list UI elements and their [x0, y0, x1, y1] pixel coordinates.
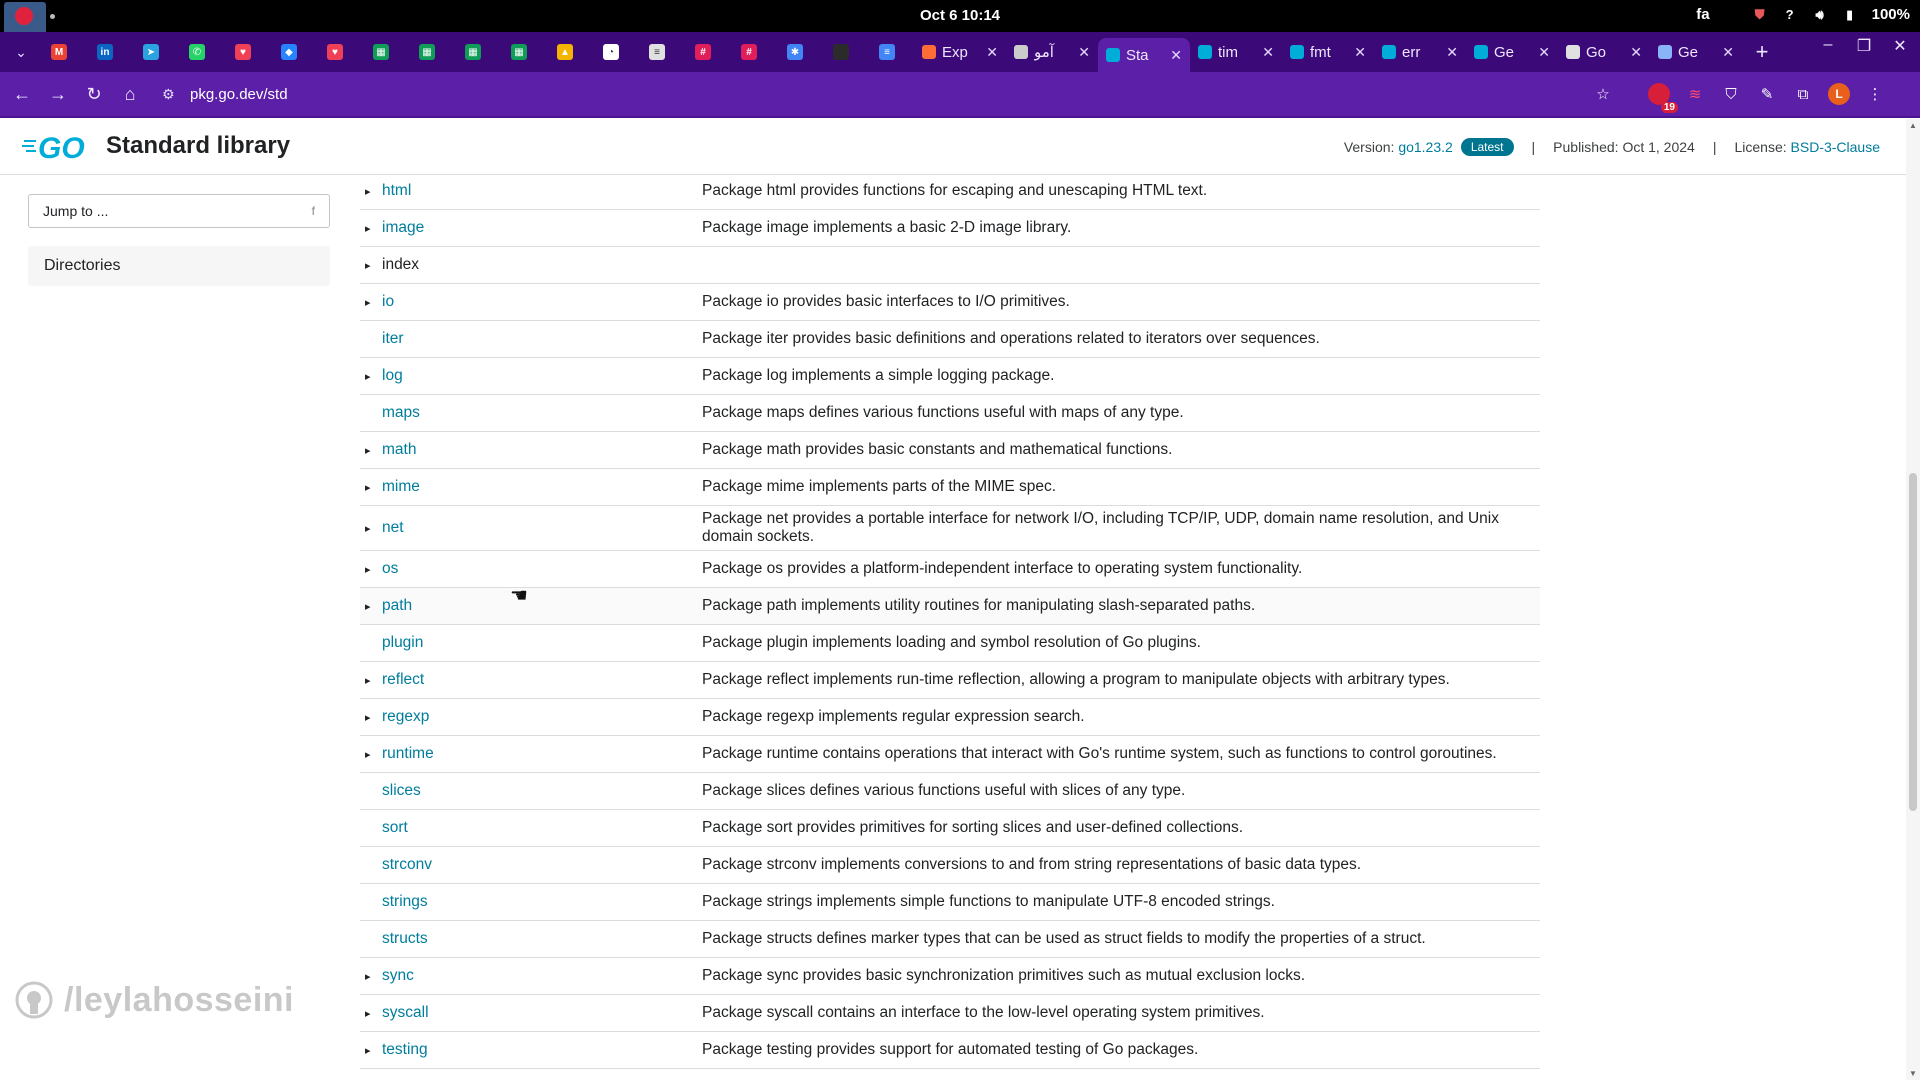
jump-shortcut-key: f — [311, 204, 315, 218]
reload-icon[interactable]: ↻ — [86, 83, 102, 104]
package-description: Package sort provides primitives for sorting slices and user-defined collections. — [702, 819, 1244, 836]
page-title: Standard library — [106, 132, 291, 159]
package-description: Package os provides a platform-independent interface to operating system functionality. — [702, 560, 1303, 577]
volume-icon[interactable]: 🔊︎ — [1815, 6, 1824, 22]
clock-icon: ◔ — [603, 44, 619, 60]
sheets-icon: ▦ — [465, 44, 481, 60]
package-description: Package math provides basic constants and mathematical functions. — [702, 441, 1173, 458]
svg-text:GO: GO — [38, 132, 85, 161]
go-doc-icon — [1382, 45, 1396, 59]
license-link[interactable]: BSD-3-Clause — [1790, 139, 1880, 155]
pinned-tab[interactable] — [358, 36, 404, 68]
package-description: Package syscall contains an interface to the low-level operating system primitives. — [702, 1004, 1265, 1021]
watermark — [14, 980, 294, 1020]
table-row — [360, 884, 1540, 921]
maximize-icon[interactable]: ❐ — [1856, 38, 1872, 55]
browser-tab[interactable] — [914, 35, 1006, 69]
package-description: Package reflect implements run-time reflection, allowing a program to manipulate objects with arbitrary types. — [702, 671, 1450, 688]
expand-caret-icon[interactable]: ▸ — [365, 711, 371, 724]
package-name-link[interactable]: strconv — [382, 856, 432, 873]
package-description: Package net provides a portable interface for network I/O, including TCP/IP, UDP, domain name resolution, and Unix domain sockets. — [702, 510, 1499, 545]
gmail-icon: M — [51, 44, 67, 60]
tab-title: fmt — [1310, 43, 1331, 61]
sheets-icon: ▦ — [373, 44, 389, 60]
license-label: License: — [1734, 139, 1787, 155]
browser-tab[interactable] — [1374, 35, 1466, 69]
table-row — [360, 588, 1540, 625]
extension-badge: 19 — [1661, 102, 1678, 113]
table-row — [360, 432, 1540, 469]
pen-extension-icon[interactable]: ✎ — [1760, 86, 1774, 103]
browser-tab[interactable] — [1282, 35, 1374, 69]
blank-icon — [833, 44, 849, 60]
pinned-tab[interactable] — [36, 36, 82, 68]
address-bar[interactable] — [162, 77, 1582, 111]
package-description: Package sync provides basic synchronization primitives such as mutual exclusion locks. — [702, 967, 1306, 984]
browser-tab[interactable] — [1466, 35, 1558, 69]
package-table — [360, 173, 1540, 1069]
go-doc-icon — [1474, 45, 1488, 59]
package-description: Package regexp implements regular expression search. — [702, 708, 1085, 725]
package-name-link[interactable]: sync — [382, 967, 414, 984]
expand-caret-icon[interactable]: ▸ — [365, 370, 371, 383]
linkedin-icon: in — [97, 44, 113, 60]
table-row — [360, 173, 1540, 210]
expand-caret-icon[interactable]: ▸ — [365, 563, 371, 576]
package-description: Package iter provides basic definitions and operations related to iterators over sequences. — [702, 330, 1320, 347]
wifi-icon[interactable]: ? — [1785, 7, 1794, 22]
tab-close-icon[interactable]: ✕ — [1630, 43, 1642, 60]
pinned-tab[interactable] — [128, 36, 174, 68]
pinned-tab[interactable] — [680, 36, 726, 68]
browser-tab[interactable] — [1006, 35, 1098, 69]
profile-avatar[interactable]: L — [1828, 83, 1850, 105]
package-description: Package runtime contains operations that interact with Go's runtime system, such as functions to control goroutines. — [702, 745, 1497, 762]
sidebar-item-directories[interactable]: Directories — [28, 246, 330, 286]
expand-caret-icon[interactable]: ▸ — [365, 444, 371, 457]
table-row — [360, 210, 1540, 247]
tab-close-icon[interactable]: ✕ — [1170, 46, 1182, 63]
pinned-tab[interactable] — [312, 36, 358, 68]
minimize-icon[interactable]: – — [1823, 36, 1833, 53]
package-name-link[interactable]: regexp — [382, 708, 430, 725]
table-row — [360, 395, 1540, 432]
telegram-icon: ➤ — [143, 44, 159, 60]
scrollbar-thumb[interactable] — [1909, 473, 1917, 811]
slack-icon: # — [695, 44, 711, 60]
latest-badge[interactable]: Latest — [1461, 138, 1514, 156]
browser-toolbar — [0, 72, 1920, 118]
expand-caret-icon[interactable]: ▸ — [365, 296, 371, 309]
pinned-tab[interactable] — [404, 36, 450, 68]
table-row — [360, 506, 1540, 551]
browser-tab[interactable] — [1098, 38, 1190, 72]
package-description: Package image implements a basic 2-D image library. — [702, 219, 1072, 236]
tab-close-icon[interactable]: ✕ — [1722, 43, 1734, 60]
package-name-link[interactable]: maps — [382, 404, 420, 421]
postman-icon — [922, 45, 936, 59]
tab-close-icon[interactable]: ✕ — [1078, 43, 1090, 60]
extensions-puzzle-icon[interactable]: ⧉ — [1797, 85, 1809, 103]
divider: | — [1712, 139, 1717, 155]
pinned-tab[interactable] — [220, 36, 266, 68]
table-row — [360, 847, 1540, 884]
package-name-link[interactable]: syscall — [382, 1004, 429, 1021]
table-row — [360, 625, 1540, 662]
tab-title: err — [1402, 43, 1421, 61]
battery-icon[interactable]: ▮ — [1846, 6, 1854, 22]
forward-icon[interactable]: → — [49, 83, 67, 104]
mouse-cursor-icon: ☚ — [510, 585, 528, 607]
watermark-text: /leylahosseini — [64, 980, 294, 1019]
jump-to-input[interactable] — [28, 194, 330, 228]
expand-caret-icon[interactable]: ▸ — [365, 970, 371, 983]
expand-caret-icon[interactable]: ▸ — [365, 222, 371, 235]
tab-title: آمو — [1034, 44, 1054, 61]
expand-caret-icon[interactable]: ▸ — [365, 522, 371, 535]
table-row — [360, 773, 1540, 810]
go-logo-icon[interactable] — [22, 131, 100, 161]
expand-caret-icon[interactable]: ▸ — [365, 1007, 371, 1020]
package-description — [702, 263, 1540, 267]
page-header — [0, 119, 1906, 175]
table-row — [360, 921, 1540, 958]
pinned-tab[interactable] — [82, 36, 128, 68]
version-meta — [1344, 138, 1880, 156]
braces-icon — [1566, 45, 1580, 59]
jira-icon: ◆ — [281, 44, 297, 60]
pinned-tab[interactable] — [450, 36, 496, 68]
pinned-tab[interactable] — [588, 36, 634, 68]
drive-icon: ▲ — [557, 44, 573, 60]
expand-caret-icon[interactable]: ▸ — [365, 600, 371, 613]
package-name-link[interactable]: os — [382, 560, 399, 577]
sidebar — [28, 194, 330, 286]
package-name-link[interactable]: structs — [382, 930, 428, 947]
pocket-icon: ♥ — [327, 44, 343, 60]
package-name-link[interactable]: sort — [382, 819, 408, 836]
package-name-link[interactable]: html — [382, 182, 412, 199]
package-description: Package strings implements simple functions to manipulate UTF-8 encoded strings. — [702, 893, 1275, 910]
table-row — [360, 284, 1540, 321]
url-input[interactable] — [190, 86, 1490, 103]
package-name-link[interactable]: net — [382, 519, 404, 536]
gemini-icon — [1658, 45, 1672, 59]
version-link[interactable]: go1.23.2 — [1398, 139, 1453, 155]
os-clock[interactable]: Oct 6 10:14 — [919, 7, 1001, 24]
table-row — [360, 810, 1540, 847]
scroll-up-icon[interactable]: ▲ — [1909, 121, 1917, 130]
browser-tab-strip — [0, 32, 1920, 72]
slack-icon: # — [741, 44, 757, 60]
tab-title: Sta — [1126, 46, 1149, 64]
expand-caret-icon[interactable]: ▸ — [365, 674, 371, 687]
table-row — [360, 247, 1540, 284]
shield-icon[interactable]: ⛊ — [1754, 6, 1765, 22]
browser-tab[interactable] — [1190, 35, 1282, 69]
browser-tab[interactable] — [1650, 35, 1742, 69]
package-name-link[interactable]: iter — [382, 330, 404, 347]
package-description: Package structs defines marker types that can be used as struct fields to modify the properties of a struct. — [702, 930, 1426, 947]
new-tab-button[interactable]: + — [1755, 39, 1769, 64]
pinned-tab[interactable] — [634, 36, 680, 68]
table-row — [360, 469, 1540, 506]
package-description: Package path implements utility routines for manipulating slash-separated paths. — [702, 597, 1256, 614]
package-description: Package mime implements parts of the MIME spec. — [702, 478, 1057, 495]
package-description: Package maps defines various functions useful with maps of any type. — [702, 404, 1184, 421]
doc-icon: ≡ — [649, 44, 665, 60]
table-row — [360, 699, 1540, 736]
table-row — [360, 736, 1540, 773]
pinned-tab[interactable] — [864, 36, 910, 68]
tab-title: Ge — [1678, 43, 1699, 61]
pinned-tab[interactable] — [726, 36, 772, 68]
table-row — [360, 1032, 1540, 1069]
package-name-link[interactable]: math — [382, 441, 417, 458]
todoist-icon[interactable]: ≋ — [1688, 86, 1702, 103]
package-name-link[interactable]: reflect — [382, 671, 425, 688]
pinned-tab[interactable] — [496, 36, 542, 68]
browser-menu-icon[interactable]: ⋮ — [1867, 86, 1883, 103]
pinned-tabs — [36, 36, 910, 68]
package-name-link[interactable]: index — [382, 256, 420, 273]
bookmark-star-icon[interactable]: ☆ — [1596, 86, 1610, 103]
package-description: Package strconv implements conversions to and from string representations of basic data types. — [702, 856, 1362, 873]
package-name-link[interactable]: image — [382, 219, 425, 236]
keyboard-language[interactable]: fa — [1696, 6, 1710, 23]
divider: | — [1531, 139, 1536, 155]
github-icon — [14, 980, 54, 1020]
package-description: Package html provides functions for escaping and unescaping HTML text. — [702, 182, 1208, 199]
extensions-area — [1592, 83, 1886, 113]
package-description: Package io provides basic interfaces to I/O primitives. — [702, 293, 1070, 310]
published-label: Published: — [1553, 139, 1619, 155]
sheets-icon: ▦ — [511, 44, 527, 60]
package-description: Package testing provides support for automated testing of Go packages. — [702, 1041, 1199, 1058]
settings-icon: ✱ — [787, 44, 803, 60]
published-date: Oct 1, 2024 — [1622, 139, 1695, 155]
back-icon[interactable]: ← — [13, 83, 31, 104]
tab-title: tim — [1218, 43, 1238, 61]
pocket-icon: ♥ — [235, 44, 251, 60]
os-top-bar — [0, 0, 1920, 32]
table-row — [360, 321, 1540, 358]
package-name-link[interactable]: runtime — [382, 745, 434, 762]
home-icon[interactable]: ⌂ — [124, 83, 136, 104]
pinned-tab[interactable] — [542, 36, 588, 68]
tab-close-icon[interactable]: ✕ — [1262, 43, 1274, 60]
sheets-icon: ▦ — [419, 44, 435, 60]
expand-caret-icon[interactable]: ▸ — [365, 185, 371, 198]
close-window-icon[interactable]: ✕ — [1893, 38, 1907, 55]
go-doc-icon — [1198, 45, 1212, 59]
tab-close-icon[interactable]: ✕ — [1446, 43, 1458, 60]
package-name-link[interactable]: strings — [382, 893, 428, 910]
jump-to-placeholder: Jump to ... — [43, 203, 109, 219]
package-description: Package plugin implements loading and symbol resolution of Go plugins. — [702, 634, 1201, 651]
table-row — [360, 995, 1540, 1032]
site-info-icon[interactable]: ⚙ — [162, 85, 175, 102]
table-row — [360, 358, 1540, 395]
tab-close-icon[interactable]: ✕ — [1538, 43, 1550, 60]
expand-caret-icon[interactable]: ▸ — [365, 1044, 371, 1057]
battery-level: 100% — [1871, 6, 1910, 23]
scroll-down-icon[interactable]: ▼ — [1909, 1069, 1917, 1078]
tab-title: Exp — [942, 43, 968, 61]
pinned-tab[interactable] — [174, 36, 220, 68]
package-name-link[interactable]: log — [382, 367, 403, 384]
expand-caret-icon[interactable]: ▸ — [365, 259, 371, 272]
privacy-shield-icon[interactable]: ⛉ — [1725, 85, 1737, 103]
pinned-tab[interactable] — [772, 36, 818, 68]
package-description: Package slices defines various functions useful with slices of any type. — [702, 782, 1186, 799]
package-name-link[interactable]: path — [382, 597, 413, 614]
package-name-link[interactable]: plugin — [382, 634, 424, 651]
package-name-link[interactable]: mime — [382, 478, 420, 495]
browser-tab[interactable] — [1558, 35, 1650, 69]
package-name-link[interactable]: testing — [382, 1041, 428, 1058]
tab-title: Ge — [1494, 43, 1515, 61]
tab-close-icon[interactable]: ✕ — [1354, 43, 1366, 60]
extension-icon[interactable] — [1648, 83, 1675, 113]
go-doc-icon — [1290, 45, 1304, 59]
pinned-tab[interactable] — [818, 36, 864, 68]
page-scrollbar[interactable] — [1906, 119, 1920, 1080]
whatsapp-icon: ✆ — [189, 44, 205, 60]
table-row — [360, 551, 1540, 588]
package-description: Package log implements a simple logging package. — [702, 367, 1055, 384]
docs-icon: ≡ — [879, 44, 895, 60]
table-row — [360, 662, 1540, 699]
expand-caret-icon[interactable]: ▸ — [365, 748, 371, 761]
dot-icon — [1014, 45, 1028, 59]
pinned-tab[interactable] — [266, 36, 312, 68]
table-row — [360, 958, 1540, 995]
system-tray — [1696, 6, 1910, 23]
go-doc-icon — [1106, 48, 1120, 62]
expand-caret-icon[interactable]: ▸ — [365, 481, 371, 494]
package-name-link[interactable]: io — [382, 293, 395, 310]
tab-search-chevron-icon[interactable]: ⌄ — [15, 43, 27, 60]
open-tabs — [914, 32, 1742, 72]
tab-close-icon[interactable]: ✕ — [986, 43, 998, 60]
window-controls — [1816, 36, 1912, 56]
tab-title: Go — [1586, 43, 1607, 61]
package-name-link[interactable]: slices — [382, 782, 421, 799]
version-label: Version: — [1343, 139, 1395, 155]
